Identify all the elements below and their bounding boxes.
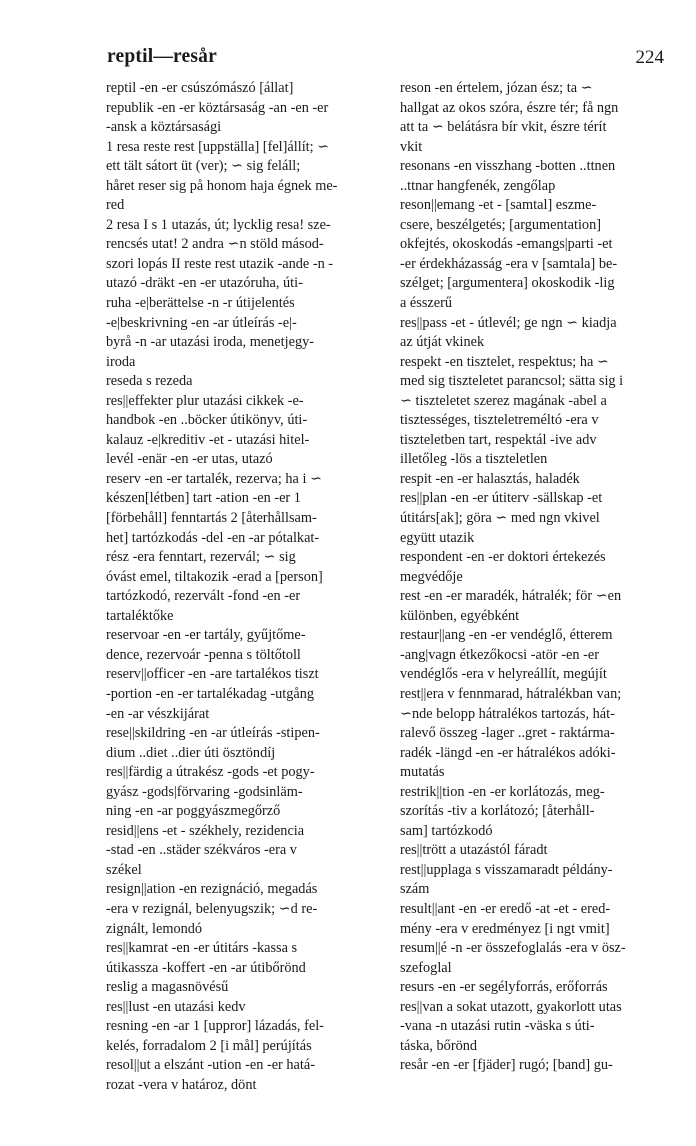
text-line: zignált, lemondó [106,920,203,937]
text-line: szefoglal [400,959,452,976]
text-line: reson||emang -et - [samtal] eszme- [400,197,597,214]
text-line: dium ..diet ..dier úti ösztöndíj [106,744,276,761]
text-line: ∽nde belopp hátralékos tartozás, hát- [400,705,615,722]
text-line: -stad -en ..städer székváros -era v [106,842,297,859]
text-line: byrå -n -ar utazási iroda, menetjegy- [106,334,315,351]
text-line: táska, bőrönd [400,1037,478,1054]
text-line: tisztességes, tiszteletreméltó -era v [400,412,599,429]
text-line: okfejtés, okoskodás -emangs|parti -et [400,236,613,253]
text-line: radék -längd -en -er hátralékos adóki- [400,744,616,761]
text-line: rest||upplaga s visszamaradt példány- [400,861,613,878]
text-line: a ésszerű [400,295,452,312]
text-line: -ang|vagn étkezőkocsi -atör -en -er [400,646,599,663]
text-line: dence, rezervoár -penna s töltőtoll [106,646,301,663]
text-line: tartaléktőke [106,607,174,624]
text-line: sam] tartózkodó [400,822,493,839]
text-line: respit -en -er halasztás, haladék [400,470,580,487]
text-line: szori lopás II reste rest utazik -ande -n - [106,255,334,272]
text-line: megvédője [400,568,463,585]
text-line: ∽ tiszteletet szerez magának -abel a [400,392,607,409]
text-line: kalauz -e|kreditiv -et - utazási hitel- [106,431,310,448]
text-line: reserv -en -er tartalék, rezerva; ha i ∽ [106,470,322,487]
text-line: res||pass -et - útlevél; ge ngn ∽ kiadja [400,314,617,331]
text-line: res||färdig a útrakész -gods -et pogy- [106,764,315,781]
text-line: handbok -en ..böcker útikönyv, úti- [106,412,308,429]
text-line: -portion -en -er tartalékadag -utgång [106,685,315,702]
text-line: rész -era fenntart, rezervál; ∽ sig [106,549,296,566]
text-line: útikassza -koffert -en -ar útibőrönd [106,959,306,976]
text-line: ning -en -ar poggyászmegőrző [106,803,281,820]
text-line: vkit [400,138,423,155]
text-line: gyász -gods|förvaring -godsinläm- [106,783,303,800]
text-line: rencsés utat! 2 andra ∽n stöld másod- [106,236,324,253]
text-line: 2 resa I s 1 utazás, út; lycklig resa! sze- [106,216,331,233]
text-line: -ansk a köztársasági [106,119,222,136]
text-line: tartózkodó, rezervált -fond -en -er [106,588,301,605]
text-line: reptil -en -er csúszómászó [állat] [106,80,294,96]
text-line: [förbehåll] fenntartás 2 [återhållsam- [106,510,317,527]
running-head: reptil—resår [107,46,217,67]
text-line: tiszteletben tart, respektál -ive adv [400,431,597,448]
text-line: útitárs[ak]; göra ∽ med ngn vkivel [400,510,600,527]
text-line: rest||era v fennmarad, hátralékban van; [400,685,622,702]
text-line: restrik||tion -en -er korlátozás, meg- [400,783,605,800]
text-line: -er érdekházasság -era v [samtala] be- [400,255,618,272]
right-column [400,79,668,1076]
text-line: restaur||ang -en -er vendéglő, étterem [400,627,613,644]
text-line: het] tartózkodás -del -en -ar pótalkat- [106,529,320,546]
text-line: mény -era v eredményez [i ngt vmit] [400,920,610,937]
text-line: készen[létben] tart -ation -en -er 1 [106,490,301,507]
text-line: rozat -vera v határoz, dönt [106,1076,257,1093]
text-line: resning -en -ar 1 [uppror] lázadás, fel- [106,1018,324,1035]
page-number: 224 [635,47,664,68]
text-line: res||trött a utazástól fáradt [400,842,548,859]
text-line: az útját vkinek [400,334,485,351]
left-column [106,79,372,1095]
text-line: csere, beszélgetés; [argumentation] [400,216,601,233]
text-line: respekt -en tisztelet, respektus; ha ∽ [400,353,609,370]
text-line: resid||ens -et - székhely, rezidencia [106,822,305,839]
text-line: res||lust -en utazási kedv [106,998,246,1015]
text-line: hallgat az okos szóra, észre tér; få ngn [400,99,619,116]
text-line: resol||ut a elszánt -ution -en -er hatá- [106,1057,315,1074]
text-line: ralevő összeg -lager ..gret - raktárma- [400,725,615,742]
text-line: szám [400,881,430,898]
text-line: resår -en -er [fjäder] rugó; [band] gu- [400,1057,613,1074]
text-line: szélget; [argumentera] okoskodik -lig [400,275,615,292]
text-line: rest -en -er maradék, hátralék; för ∽en [400,588,622,605]
text-line: ruha -e|berättelse -n -r útijelentés [106,295,295,312]
text-line: 1 resa reste rest [uppställa] [fel]állít; ∽ [106,138,330,155]
text-line: res||plan -en -er útiterv -sällskap -et [400,490,603,507]
text-line: székel [106,861,142,878]
text-line: vendéglős -era v helyreállít, megújít [400,666,607,683]
text-line: reservoar -en -er tartály, gyűjtőme- [106,627,306,644]
text-line: republik -en -er köztársaság -an -en -er [106,99,329,116]
text-line: rese||skildring -en -ar útleírás -stipen- [106,725,320,742]
text-line: res||van a sokat utazott, gyakorlott utas [400,998,622,1015]
text-line: mutatás [400,764,445,781]
text-line: reson -en értelem, józan ész; ta ∽ [400,80,593,96]
text-line: reserv||officer -en -are tartalékos tiszt [106,666,319,683]
text-line: reseda s rezeda [106,373,193,390]
text-line: resum||é -n -er összefoglalás -era v ösz- [400,940,626,957]
text-line: -en -ar vészkijárat [106,705,210,722]
text-line: resurs -en -er segélyforrás, erőforrás [400,979,608,996]
text-line: respondent -en -er doktori értekezés [400,549,606,566]
text-line: reslig a magasnövésű [106,979,229,996]
text-line: att ta ∽ belátásra bír vkit, észre térít [400,119,607,136]
text-line: iroda [106,353,136,370]
text-line: result||ant -en -er eredő -at -et - ered- [400,900,611,917]
text-line: együtt utazik [400,529,475,546]
text-line: red [106,197,125,214]
text-line: ett tält sátort üt (ver); ∽ sig feláll; [106,158,301,175]
text-line: különben, egyébként [400,607,520,624]
text-line: szorítás -tiv a korlátozó; [återhåll- [400,803,595,820]
text-line: ..ttnar hangfenék, zengőlap [400,177,556,194]
text-line: kelés, forradalom 2 [i mål] perújítás [106,1037,312,1054]
text-line: -era v rezignál, belenyugszik; ∽d re- [106,900,318,917]
text-line: levél -enär -en -er utas, utazó [106,451,273,468]
text-line: illetőleg -lös a tiszteletlen [400,451,548,468]
text-line: med sig tiszteletet parancsol; sätta sig i [400,373,624,390]
text-line: resign||ation -en rezignáció, megadás [106,881,318,898]
text-line: óvást emel, tiltakozik -erad a [person] [106,568,323,585]
text-line: resonans -en visszhang -botten ..ttnen [400,158,616,175]
text-line: utazó -dräkt -en -er utazóruha, úti- [106,275,303,292]
text-line: res||kamrat -en -er útitárs -kassa s [106,940,298,957]
text-line: res||effekter plur utazási cikkek -e- [106,392,304,409]
text-line: -e|beskrivning -en -ar útleírás -e|- [106,314,297,331]
text-line: -vana -n utazási rutin -väska s úti- [400,1018,595,1035]
text-line: håret reser sig på honom haja égnek me- [106,177,338,194]
